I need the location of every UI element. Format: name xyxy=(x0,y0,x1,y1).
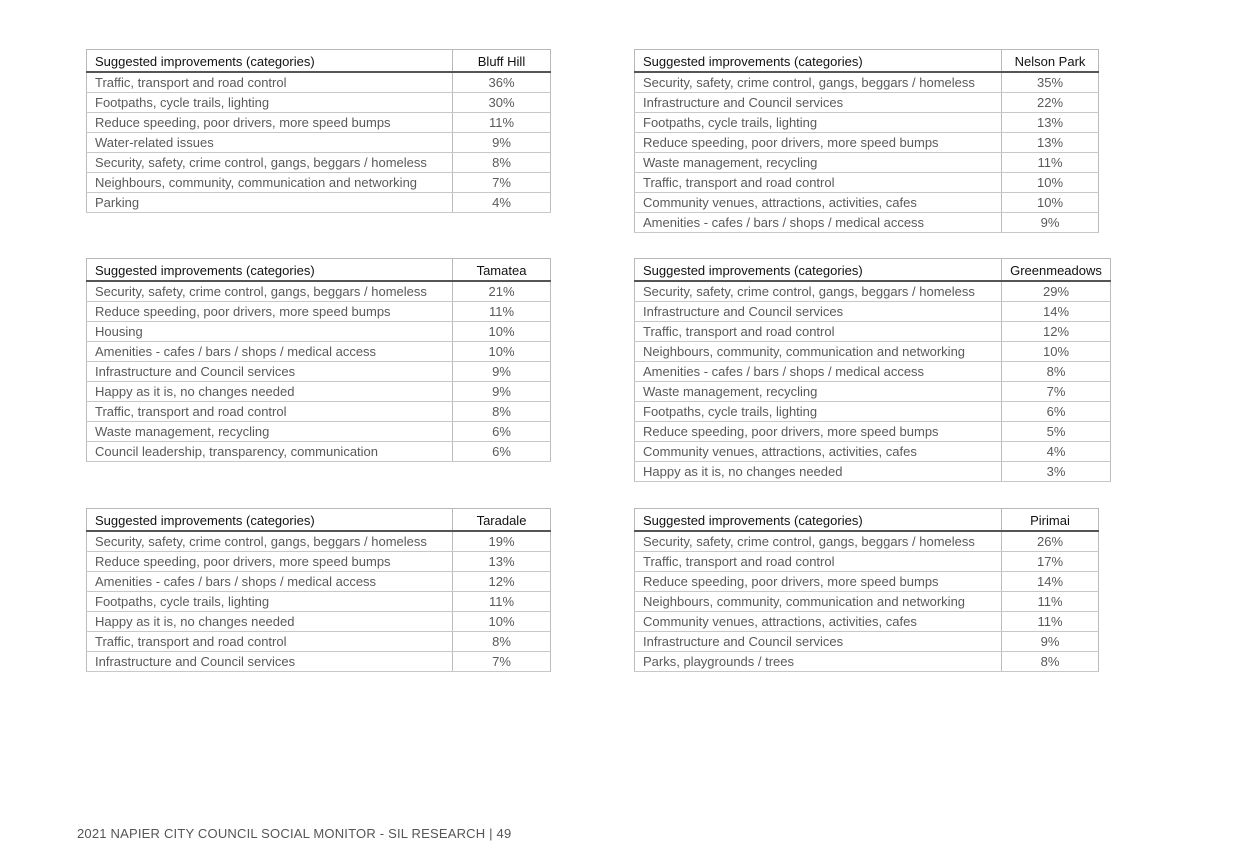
table-row xyxy=(635,612,1099,632)
header-category: Suggested improvements (categories) xyxy=(87,259,453,282)
table-header-row xyxy=(635,509,1099,532)
percent-cell: 10% xyxy=(453,322,551,342)
table-row xyxy=(87,173,551,193)
percent-cell: 8% xyxy=(1002,652,1099,672)
percent-cell: 36% xyxy=(453,72,551,93)
header-category: Suggested improvements (categories) xyxy=(635,509,1002,532)
table-row xyxy=(87,322,551,342)
percent-cell: 4% xyxy=(453,193,551,213)
percent-cell: 11% xyxy=(453,302,551,322)
category-cell: Infrastructure and Council services xyxy=(87,362,453,382)
percent-cell: 8% xyxy=(453,632,551,652)
percent-cell: 7% xyxy=(453,173,551,193)
category-cell: Security, safety, crime control, gangs, beggars / homeless xyxy=(87,531,453,552)
category-cell: Footpaths, cycle trails, lighting xyxy=(87,93,453,113)
table-row xyxy=(87,531,551,552)
category-cell: Traffic, transport and road control xyxy=(87,72,453,93)
table-row xyxy=(87,442,551,462)
percent-cell: 14% xyxy=(1002,302,1111,322)
percent-cell: 7% xyxy=(453,652,551,672)
category-cell: Community venues, attractions, activities, cafes xyxy=(635,612,1002,632)
percent-cell: 8% xyxy=(453,153,551,173)
category-cell: Reduce speeding, poor drivers, more speed bumps xyxy=(635,422,1002,442)
category-cell: Community venues, attractions, activities, cafes xyxy=(635,193,1002,213)
category-cell: Water-related issues xyxy=(87,133,453,153)
table-header-row xyxy=(635,50,1099,73)
table-row xyxy=(87,153,551,173)
category-cell: Traffic, transport and road control xyxy=(87,402,453,422)
category-cell: Amenities - cafes / bars / shops / medical access xyxy=(635,362,1002,382)
percent-cell: 9% xyxy=(1002,213,1099,233)
table-header-row xyxy=(87,50,551,73)
percent-cell: 35% xyxy=(1002,72,1099,93)
category-cell: Parks, playgrounds / trees xyxy=(635,652,1002,672)
category-cell: Traffic, transport and road control xyxy=(635,173,1002,193)
percent-cell: 10% xyxy=(1002,193,1099,213)
percent-cell: 3% xyxy=(1002,462,1111,482)
category-cell: Security, safety, crime control, gangs, beggars / homeless xyxy=(87,153,453,173)
table-row xyxy=(87,572,551,592)
percent-cell: 19% xyxy=(453,531,551,552)
percent-cell: 17% xyxy=(1002,552,1099,572)
table-row xyxy=(87,133,551,153)
category-cell: Amenities - cafes / bars / shops / medical access xyxy=(87,572,453,592)
table-row xyxy=(87,362,551,382)
table-row xyxy=(87,632,551,652)
table-greenmeadows xyxy=(634,258,1111,482)
table-row xyxy=(635,632,1099,652)
table-row xyxy=(87,72,551,93)
header-area: Nelson Park xyxy=(1002,50,1099,73)
table-row xyxy=(87,193,551,213)
percent-cell: 21% xyxy=(453,281,551,302)
table-row xyxy=(635,281,1111,302)
percent-cell: 11% xyxy=(453,113,551,133)
category-cell: Reduce speeding, poor drivers, more speed bumps xyxy=(635,572,1002,592)
percent-cell: 10% xyxy=(1002,173,1099,193)
table-row xyxy=(87,612,551,632)
header-area: Tamatea xyxy=(453,259,551,282)
category-cell: Footpaths, cycle trails, lighting xyxy=(87,592,453,612)
percent-cell: 10% xyxy=(453,342,551,362)
percent-cell: 9% xyxy=(453,382,551,402)
percent-cell: 6% xyxy=(453,442,551,462)
header-category: Suggested improvements (categories) xyxy=(635,259,1002,282)
category-cell: Security, safety, crime control, gangs, beggars / homeless xyxy=(635,72,1002,93)
table-row xyxy=(87,342,551,362)
percent-cell: 10% xyxy=(1002,342,1111,362)
table-row xyxy=(635,342,1111,362)
category-cell: Footpaths, cycle trails, lighting xyxy=(635,113,1002,133)
table-row xyxy=(635,442,1111,462)
percent-cell: 10% xyxy=(453,612,551,632)
category-cell: Infrastructure and Council services xyxy=(635,632,1002,652)
category-cell: Reduce speeding, poor drivers, more speed bumps xyxy=(635,133,1002,153)
category-cell: Waste management, recycling xyxy=(635,153,1002,173)
percent-cell: 26% xyxy=(1002,531,1099,552)
table-row xyxy=(635,113,1099,133)
category-cell: Housing xyxy=(87,322,453,342)
percent-cell: 7% xyxy=(1002,382,1111,402)
percent-cell: 8% xyxy=(453,402,551,422)
table-row xyxy=(635,572,1099,592)
category-cell: Infrastructure and Council services xyxy=(635,93,1002,113)
category-cell: Infrastructure and Council services xyxy=(87,652,453,672)
table-row xyxy=(635,402,1111,422)
table-header-row xyxy=(87,509,551,532)
category-cell: Security, safety, crime control, gangs, beggars / homeless xyxy=(87,281,453,302)
category-cell: Traffic, transport and road control xyxy=(87,632,453,652)
table-header-row xyxy=(87,259,551,282)
category-cell: Security, safety, crime control, gangs, beggars / homeless xyxy=(635,531,1002,552)
percent-cell: 4% xyxy=(1002,442,1111,462)
category-cell: Footpaths, cycle trails, lighting xyxy=(635,402,1002,422)
table-row xyxy=(635,213,1099,233)
table-row xyxy=(635,462,1111,482)
category-cell: Neighbours, community, communication and networking xyxy=(635,592,1002,612)
category-cell: Amenities - cafes / bars / shops / medical access xyxy=(87,342,453,362)
percent-cell: 13% xyxy=(1002,133,1099,153)
table-pirimai xyxy=(634,508,1099,672)
table-row xyxy=(635,422,1111,442)
table-tamatea xyxy=(86,258,551,462)
percent-cell: 11% xyxy=(1002,592,1099,612)
percent-cell: 12% xyxy=(453,572,551,592)
table-row xyxy=(635,531,1099,552)
table-row xyxy=(87,281,551,302)
category-cell: Traffic, transport and road control xyxy=(635,322,1002,342)
table-row xyxy=(635,133,1099,153)
table-row xyxy=(635,592,1099,612)
percent-cell: 5% xyxy=(1002,422,1111,442)
table-row xyxy=(87,93,551,113)
table-row xyxy=(635,652,1099,672)
header-category: Suggested improvements (categories) xyxy=(87,509,453,532)
table-row xyxy=(87,552,551,572)
percent-cell: 6% xyxy=(453,422,551,442)
table-row xyxy=(635,93,1099,113)
category-cell: Reduce speeding, poor drivers, more speed bumps xyxy=(87,113,453,133)
category-cell: Neighbours, community, communication and networking xyxy=(635,342,1002,362)
table-row xyxy=(635,153,1099,173)
table-row xyxy=(87,302,551,322)
category-cell: Infrastructure and Council services xyxy=(635,302,1002,322)
percent-cell: 14% xyxy=(1002,572,1099,592)
table-row xyxy=(87,402,551,422)
table-row xyxy=(635,173,1099,193)
percent-cell: 13% xyxy=(453,552,551,572)
table-row xyxy=(87,113,551,133)
header-area: Bluff Hill xyxy=(453,50,551,73)
table-row xyxy=(635,302,1111,322)
percent-cell: 9% xyxy=(1002,632,1099,652)
category-cell: Waste management, recycling xyxy=(635,382,1002,402)
percent-cell: 30% xyxy=(453,93,551,113)
table-row xyxy=(87,592,551,612)
category-cell: Security, safety, crime control, gangs, beggars / homeless xyxy=(635,281,1002,302)
header-area: Greenmeadows xyxy=(1002,259,1111,282)
category-cell: Community venues, attractions, activities, cafes xyxy=(635,442,1002,462)
percent-cell: 11% xyxy=(1002,153,1099,173)
table-bluff-hill xyxy=(86,49,551,213)
percent-cell: 22% xyxy=(1002,93,1099,113)
table-taradale xyxy=(86,508,551,672)
table-nelson-park xyxy=(634,49,1099,233)
percent-cell: 29% xyxy=(1002,281,1111,302)
category-cell: Parking xyxy=(87,193,453,213)
table-row xyxy=(87,652,551,672)
table-row xyxy=(87,382,551,402)
percent-cell: 8% xyxy=(1002,362,1111,382)
percent-cell: 11% xyxy=(1002,612,1099,632)
percent-cell: 12% xyxy=(1002,322,1111,342)
header-category: Suggested improvements (categories) xyxy=(635,50,1002,73)
category-cell: Traffic, transport and road control xyxy=(635,552,1002,572)
table-row xyxy=(87,422,551,442)
table-row xyxy=(635,362,1111,382)
category-cell: Happy as it is, no changes needed xyxy=(87,612,453,632)
percent-cell: 6% xyxy=(1002,402,1111,422)
category-cell: Happy as it is, no changes needed xyxy=(87,382,453,402)
percent-cell: 9% xyxy=(453,133,551,153)
table-row xyxy=(635,552,1099,572)
category-cell: Reduce speeding, poor drivers, more speed bumps xyxy=(87,552,453,572)
category-cell: Reduce speeding, poor drivers, more speed bumps xyxy=(87,302,453,322)
page-footer: 2021 NAPIER CITY COUNCIL SOCIAL MONITOR - SIL RESEARCH | 49 xyxy=(77,826,512,841)
table-row xyxy=(635,382,1111,402)
category-cell: Amenities - cafes / bars / shops / medical access xyxy=(635,213,1002,233)
table-row xyxy=(635,322,1111,342)
category-cell: Council leadership, transparency, communication xyxy=(87,442,453,462)
table-row xyxy=(635,72,1099,93)
category-cell: Waste management, recycling xyxy=(87,422,453,442)
header-category: Suggested improvements (categories) xyxy=(87,50,453,73)
table-header-row xyxy=(635,259,1111,282)
percent-cell: 13% xyxy=(1002,113,1099,133)
table-row xyxy=(635,193,1099,213)
category-cell: Happy as it is, no changes needed xyxy=(635,462,1002,482)
category-cell: Neighbours, community, communication and networking xyxy=(87,173,453,193)
header-area: Pirimai xyxy=(1002,509,1099,532)
percent-cell: 9% xyxy=(453,362,551,382)
header-area: Taradale xyxy=(453,509,551,532)
percent-cell: 11% xyxy=(453,592,551,612)
